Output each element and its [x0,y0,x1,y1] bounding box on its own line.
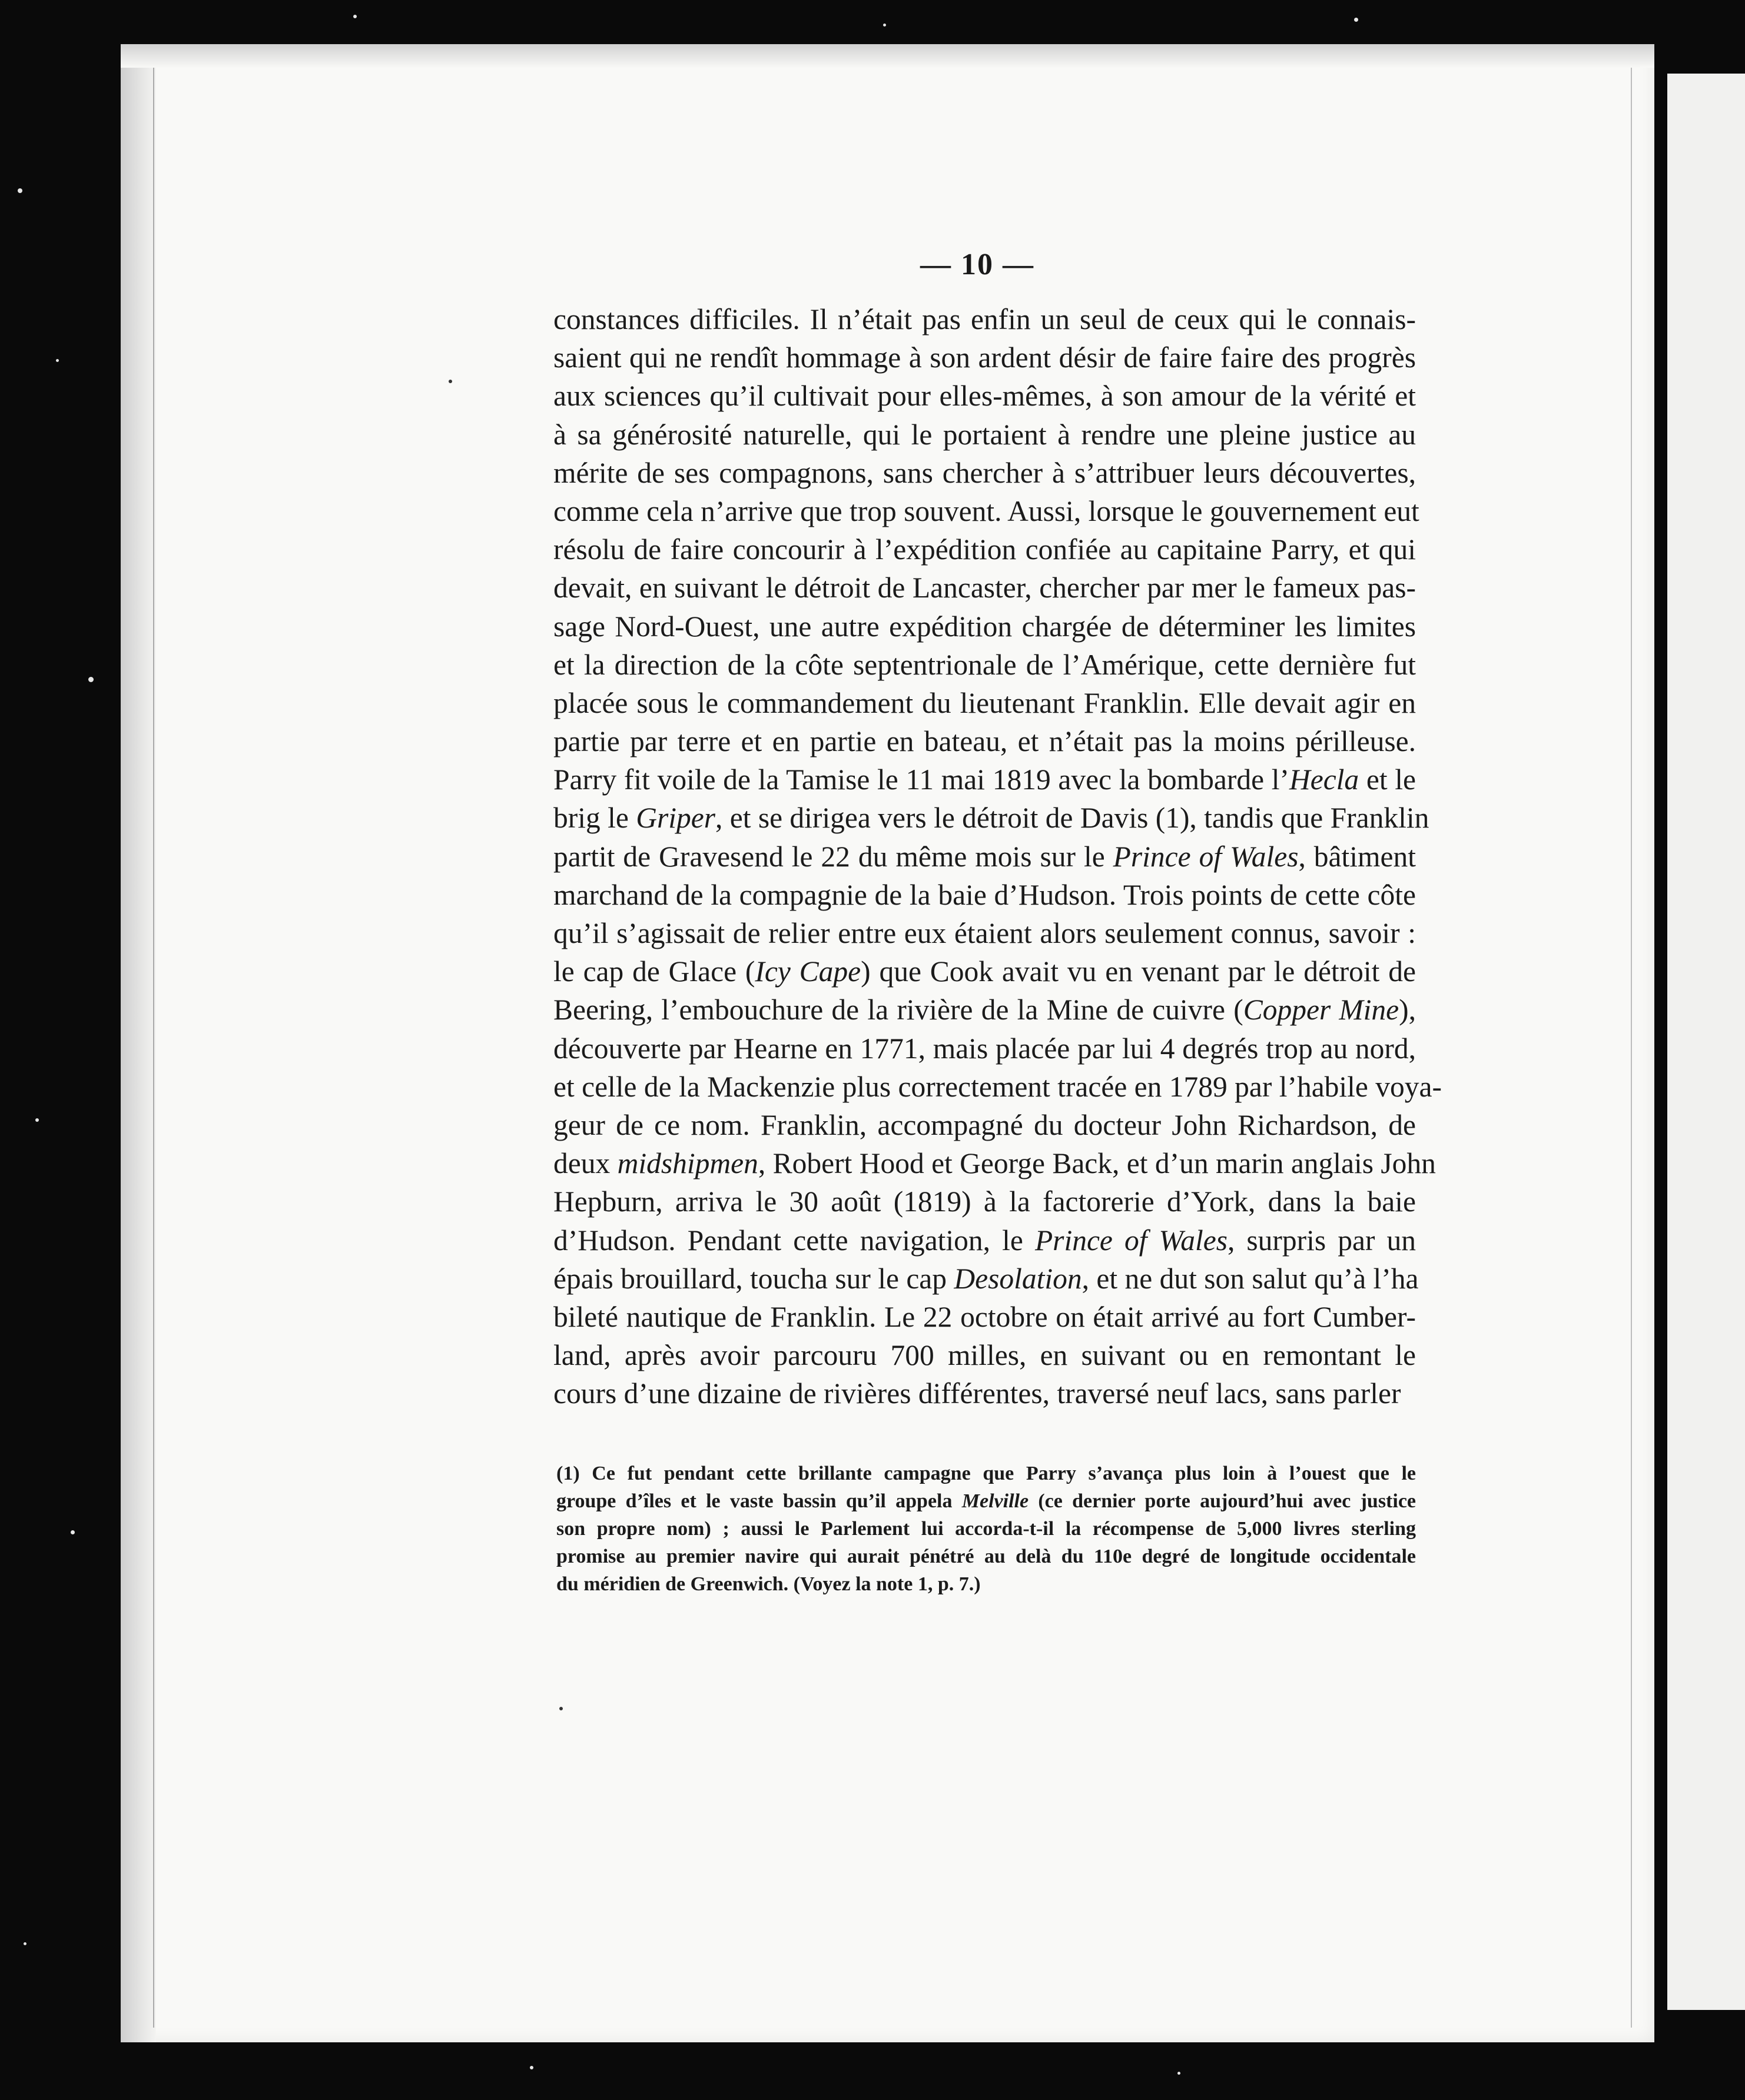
text-line: d’Hudson. Pendant cette navigation, le Prince of Wales, surpris par un [553,1224,1416,1257]
footnote [556,1460,1416,1598]
text-line: bileté nautique de Franklin. Le 22 octobre on était arrivé au fort Cumber- [553,1300,1416,1333]
text-line: résolu de faire concourir à l’expédition confiée au capitaine Parry, et qui [553,533,1416,566]
page-fold-line [1631,68,1632,2028]
dust-speck [88,677,94,682]
text-line: saient qui ne rendît hommage à son ardent désir de faire faire des progrès [553,341,1416,374]
text-line: à sa générosité naturelle, qui le portaient à rendre une pleine justice au [553,418,1416,451]
text-line: placée sous le commandement du lieutenant Franklin. Elle devait agir en [553,686,1416,719]
page-top-shadow [121,44,1654,68]
text-line: geur de ce nom. Franklin, accompagné du docteur John Richardson, de [553,1108,1416,1141]
text-line: le cap de Glace (Icy Cape) que Cook avait vu en venant par le détroit de [553,955,1416,988]
dust-speck [883,24,886,26]
text-line: et celle de la Mackenzie plus correctement tracée en 1789 par l’habile voya- [553,1070,1442,1103]
text-line: cours d’une dizaine de rivières différentes, traversé neuf lacs, sans parler [553,1377,1401,1410]
page-fold-line [153,68,154,2028]
dust-speck [1177,2072,1180,2075]
adjacent-page-edge [1667,74,1745,2010]
text-line: brig le Griper, et se dirigea vers le détroit de Davis (1), tandis que Franklin [553,802,1429,835]
footnote-line: du méridien de Greenwich. (Voyez la note 1, p. 7.) [556,1573,981,1595]
text-line: marchand de la compagnie de la baie d’Hudson. Trois points de cette côte [553,878,1416,911]
dust-speck [56,359,59,362]
text-line: sage Nord-Ouest, une autre expédition chargée de déterminer les limites [553,610,1416,643]
text-line: aux sciences qu’il cultivait pour elles-mêmes, à son amour de la vérité et [553,380,1416,413]
text-line: comme cela n’arrive que trop souvent. Aussi, lorsque le gouvernement eut [553,494,1419,527]
dust-speck [24,1942,26,1945]
text-line: découverte par Hearne en 1771, mais placée par lui 4 degrés trop au nord, [553,1032,1416,1065]
dust-speck [18,188,22,193]
ink-speck [449,380,452,383]
text-line: land, après avoir parcouru 700 milles, en suivant ou en remontant le [553,1339,1416,1372]
dust-speck [1354,18,1358,22]
text-line: Beering, l’embouchure de la rivière de la Mine de cuivre (Copper Mine), [553,993,1416,1026]
text-line: partit de Gravesend le 22 du même mois sur le Prince of Wales, bâtiment [553,840,1416,873]
text-line: constances difficiles. Il n’était pas enfin un seul de ceux qui le connais- [553,303,1416,335]
text-line: partie par terre et en partie en bateau, et n’était pas la moins périlleuse. [553,725,1416,758]
text-line: épais brouillard, toucha sur le cap Desolation, et ne dut son salut qu’à l’ha [553,1262,1419,1295]
text-line: devait, en suivant le détroit de Lancaster, chercher par mer le fameux pas- [553,571,1416,604]
ink-speck [559,1707,563,1710]
text-line: Hepburn, arriva le 30 août (1819) à la factorerie d’York, dans la baie [553,1185,1416,1218]
body-text [553,300,1442,1413]
page-number: — 10 — [920,248,1034,281]
page-binding-shadow [121,44,156,2042]
footnote-line: (1) Ce fut pendant cette brillante campagne que Parry s’avança plus loin à l’ouest que le [556,1463,1416,1484]
footnote-line: promise au premier navire qui aurait pénétré au delà du 110e degré de longitude occidentale [556,1546,1416,1567]
text-line: et la direction de la côte septentrionale de l’Amérique, cette dernière fut [553,648,1416,681]
footnote-line: groupe d’îles et le vaste bassin qu’il appela Melville (ce dernier porte aujourd’hui avec justice [556,1490,1416,1512]
footnote-line: son propre nom) ; aussi le Parlement lui accorda-t-il la récompense de 5,000 livres sterling [556,1518,1416,1540]
text-line: qu’il s’agissait de relier entre eux étaient alors seulement connus, savoir : [553,917,1416,949]
dust-speck [530,2066,533,2069]
text-line: mérite de ses compagnons, sans chercher à s’attribuer leurs découvertes, [553,456,1416,489]
text-line: deux midshipmen, Robert Hood et George Back, et d’un marin anglais John [553,1147,1436,1180]
text-line: Parry fit voile de la Tamise le 11 mai 1819 avec la bombarde l’Hecla et le [553,763,1416,796]
dust-speck [353,15,357,18]
dust-speck [35,1118,39,1122]
dust-speck [71,1530,75,1534]
